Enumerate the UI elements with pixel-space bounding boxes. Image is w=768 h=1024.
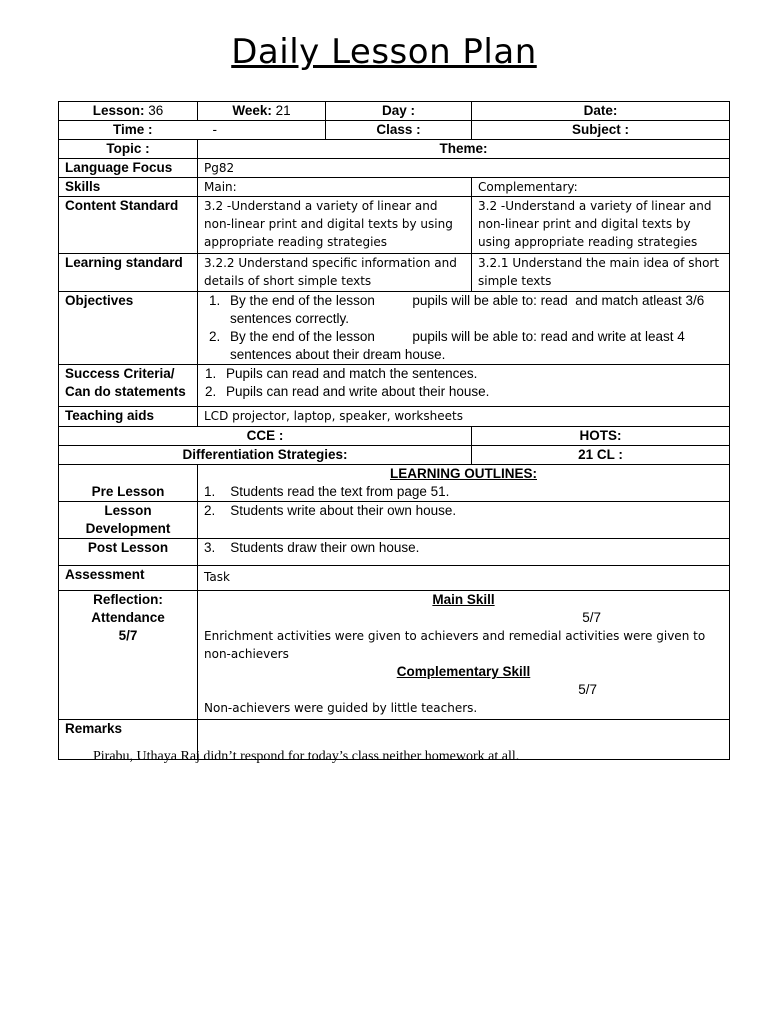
content-standard-row [59, 197, 730, 254]
language-focus-value: Pg82 [198, 159, 730, 178]
learning-standard-label: Learning standard [59, 254, 198, 292]
objective-item: 2. By the end of the lesson pupils will be able to: read and write at least 4 sentences about their dream house. [224, 328, 723, 364]
day-cell: Day : [326, 102, 472, 121]
main-skill-score: 5/7 [582, 610, 601, 625]
skills-complementary: Complementary: [472, 178, 730, 197]
assessment-row [59, 566, 730, 591]
hots-cell: HOTS: [472, 427, 730, 446]
success-criteria-label: Success Criteria/ Can do statements [59, 365, 198, 407]
content-standard-label: Content Standard [59, 197, 198, 254]
pre-lesson-row [59, 465, 730, 502]
objectives-row [59, 292, 730, 365]
pre-lesson-text: 1. Students read the text from page 51. [204, 484, 450, 499]
date-cell: Date: [472, 102, 730, 121]
teaching-aids-row [59, 407, 730, 427]
lesson-cell: Lesson: 36 [59, 102, 198, 121]
header-row-1 [59, 102, 730, 121]
header-row-2 [59, 121, 730, 140]
learning-standard-main: 3.2.2 Understand specific information and details of short simple texts [198, 254, 472, 292]
subject-cell: Subject : [472, 121, 730, 140]
theme-cell: Theme: [198, 140, 730, 159]
reflection-value [198, 591, 730, 720]
cl21-cell: 21 CL : [472, 446, 730, 465]
learning-outlines-heading: LEARNING OUTLINES: [390, 466, 537, 481]
cce-cell: CCE : [59, 427, 472, 446]
complementary-skill-heading: Complementary Skill [396, 664, 531, 679]
objectives-label: Objectives [59, 292, 198, 365]
success-criteria-value [198, 365, 730, 407]
main-skill-note: Enrichment activities were given to achievers and remedial activities were given to non-achievers [204, 629, 706, 661]
content-standard-main: 3.2 -Understand a variety of linear and non-linear print and digital texts by using appropriate reading strategies [198, 197, 472, 254]
success-criteria-item: 1. Pupils can read and match the sentences. [220, 365, 723, 383]
objectives-value [198, 292, 730, 365]
cce-hots-row [59, 427, 730, 446]
attendance-value: 5/7 [118, 628, 138, 643]
language-focus-row [59, 159, 730, 178]
learning-standard-row [59, 254, 730, 292]
objective-item: 1. By the end of the lesson pupils will be able to: read and match atleast 3/6 sentences correctly. [224, 292, 723, 328]
differentiation-cell: Differentiation Strategies: [59, 446, 472, 465]
post-lesson-label: Post Lesson [59, 539, 198, 566]
lesson-plan-table [58, 101, 730, 760]
header-row-3 [59, 140, 730, 159]
development-row [59, 502, 730, 539]
week-cell: Week: 21 [198, 102, 326, 121]
assessment-value: Task [198, 566, 730, 591]
skills-label: Skills [59, 178, 198, 197]
skills-row [59, 178, 730, 197]
differentiation-row [59, 446, 730, 465]
success-criteria-row [59, 365, 730, 407]
topic-cell: Topic : [59, 140, 198, 159]
pre-lesson-value [198, 465, 730, 502]
skills-main: Main: [198, 178, 472, 197]
pre-lesson-label: Pre Lesson [59, 465, 198, 502]
teaching-aids-label: Teaching aids [59, 407, 198, 427]
complementary-skill-note: Non-achievers were guided by little teachers. [204, 701, 478, 715]
teaching-aids-value: LCD projector, laptop, speaker, worksheets [198, 407, 730, 427]
reflection-row [59, 591, 730, 720]
assessment-label: Assessment [59, 566, 198, 591]
post-lesson-row [59, 539, 730, 566]
development-label: Lesson Development [59, 502, 198, 539]
content-standard-complementary: 3.2 -Understand a variety of linear and non-linear print and digital texts by using appropriate reading strategies [472, 197, 730, 254]
success-criteria-item: 2. Pupils can read and write about their house. [220, 383, 723, 401]
development-value: 2. Students write about their own house. [198, 502, 730, 539]
class-cell: Class : [326, 121, 472, 140]
reflection-label: Reflection: Attendance 5/7 [59, 591, 198, 720]
complementary-skill-score: 5/7 [578, 682, 597, 697]
footer-note: Pirabu, Uthaya Raj didn’t respond for today’s class neither homework at all. [93, 749, 520, 764]
learning-standard-complementary: 3.2.1 Understand the main idea of short simple texts [472, 254, 730, 292]
page-title: Daily Lesson Plan [231, 32, 537, 72]
remarks-label: Remarks [59, 720, 198, 760]
language-focus-label: Language Focus [59, 159, 198, 178]
time-cell: Time : - [59, 121, 326, 140]
main-skill-heading: Main Skill [432, 592, 495, 607]
post-lesson-value: 3. Students draw their own house. [198, 539, 730, 566]
